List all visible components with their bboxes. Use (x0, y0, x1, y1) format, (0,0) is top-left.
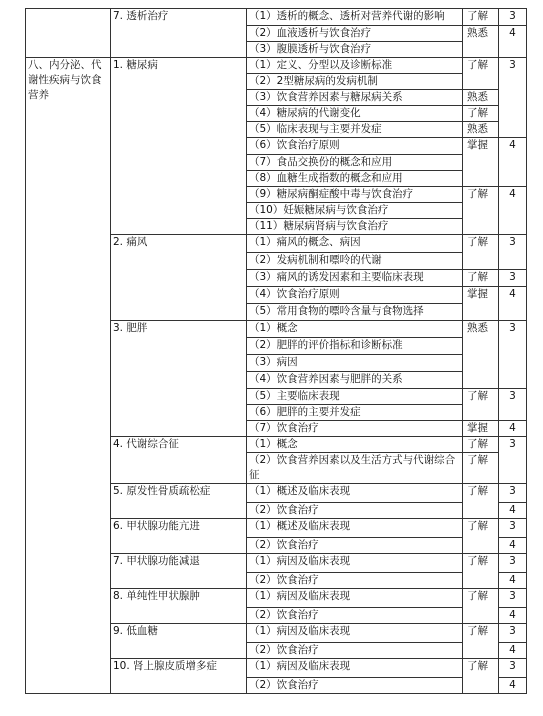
hours-cell: 4 (499, 421, 527, 437)
level-cell: 了解 (463, 187, 499, 235)
content-cell: （9）糖尿病酮症酸中毒与饮食治疗 (247, 187, 463, 203)
chapter-cell (26, 9, 111, 58)
level-cell: 了解 (463, 235, 499, 270)
hours-cell: 3 (499, 58, 527, 138)
hours-cell: 3 (499, 270, 527, 287)
level-cell: 了解 (463, 453, 499, 484)
unit-cell: 9. 低血糖 (111, 624, 247, 659)
unit-cell: 2. 痛风 (111, 235, 247, 321)
content-cell: （1）透析的概念、透析对营养代谢的影响 (247, 9, 463, 26)
hours-cell: 3 (499, 389, 527, 421)
content-cell: （3）痛风的诱发因素和主要临床表现 (247, 270, 463, 287)
content-cell: （2）饮食治疗 (247, 538, 463, 554)
level-cell: 掌握 (463, 287, 499, 321)
unit-cell: 10. 肾上腺皮质增多症 (111, 659, 247, 694)
hours-cell: 3 (499, 659, 527, 678)
unit-cell: 8. 单纯性甲状腺肿 (111, 589, 247, 624)
hours-cell: 3 (499, 519, 527, 538)
table-row (26, 9, 527, 26)
content-cell: （3）饮食营养因素与糖尿病关系 (247, 90, 463, 106)
content-cell: （2）饮食治疗 (247, 678, 463, 694)
table-row (26, 58, 527, 74)
content-cell: （2）饮食营养因素以及生活方式与代谢综合征 (247, 453, 463, 484)
hours-cell: 4 (499, 287, 527, 321)
content-cell: （1）病因及临床表现 (247, 589, 463, 608)
unit-cell: 6. 甲状腺功能亢进 (111, 519, 247, 554)
hours-cell: 3 (499, 484, 527, 503)
level-cell: 了解 (463, 484, 499, 519)
unit-cell: 7. 透析治疗 (111, 9, 247, 58)
content-cell: （4）饮食营养因素与肥胖的关系 (247, 372, 463, 389)
content-cell: （2）2型糖尿病的发病机制 (247, 74, 463, 90)
content-cell: （1）概述及临床表现 (247, 519, 463, 538)
level-cell: 熟悉 (463, 321, 499, 389)
syllabus-table (25, 8, 527, 694)
hours-cell: 4 (499, 138, 527, 187)
content-cell: （1）病因及临床表现 (247, 554, 463, 573)
content-cell: （3）病因 (247, 355, 463, 372)
hours-cell: 4 (499, 538, 527, 554)
level-cell: 了解 (463, 589, 499, 624)
unit-cell: 3. 肥胖 (111, 321, 247, 437)
level-cell: 了解 (463, 106, 499, 122)
content-cell: （2）血液透析与饮食治疗 (247, 26, 463, 42)
hours-cell: 4 (499, 678, 527, 694)
content-cell: （4）糖尿病的代谢变化 (247, 106, 463, 122)
hours-cell: 3 (499, 589, 527, 608)
content-cell: （2）饮食治疗 (247, 503, 463, 519)
content-cell: （2）饮食治疗 (247, 608, 463, 624)
unit-cell: 4. 代谢综合征 (111, 437, 247, 484)
content-cell: （4）饮食治疗原则 (247, 287, 463, 304)
content-cell: （1）痛风的概念、病因 (247, 235, 463, 253)
level-cell: 了解 (463, 624, 499, 659)
content-cell: （2）发病机制和嘌呤的代谢 (247, 253, 463, 270)
level-cell: 掌握 (463, 421, 499, 437)
content-cell: （1）病因及临床表现 (247, 659, 463, 678)
level-cell: 熟悉 (463, 90, 499, 106)
content-cell: （5）常用食物的嘌呤含量与食物选择 (247, 304, 463, 321)
level-cell: 了解 (463, 554, 499, 589)
level-cell: 了解 (463, 270, 499, 287)
content-cell: （7）饮食治疗 (247, 421, 463, 437)
content-cell: （1）概念 (247, 321, 463, 338)
hours-cell: 4 (499, 187, 527, 235)
content-cell: （7）食品交换份的概念和应用 (247, 155, 463, 171)
chapter-cell: 八、内分泌、代谢性疾病与饮食营养 (26, 58, 111, 694)
level-cell: 熟悉 (463, 26, 499, 58)
level-cell: 掌握 (463, 138, 499, 187)
level-cell: 了解 (463, 9, 499, 26)
content-cell: （5）主要临床表现 (247, 389, 463, 405)
content-cell: （5）临床表现与主要并发症 (247, 122, 463, 138)
content-cell: （2）肥胖的评价指标和诊断标准 (247, 338, 463, 355)
level-cell: 了解 (463, 437, 499, 453)
content-cell: （1）病因及临床表现 (247, 624, 463, 643)
hours-cell: 3 (499, 235, 527, 270)
content-cell: （10）妊娠糖尿病与饮食治疗 (247, 203, 463, 219)
content-cell: （2）饮食治疗 (247, 643, 463, 659)
content-cell: （1）定义、分型以及诊断标准 (247, 58, 463, 74)
content-cell: （11）糖尿病肾病与饮食治疗 (247, 219, 463, 235)
hours-cell: 3 (499, 9, 527, 26)
content-cell: （6）肥胖的主要并发症 (247, 405, 463, 421)
content-cell: （3）腹膜透析与饮食治疗 (247, 42, 463, 58)
content-cell: （1）概念 (247, 437, 463, 453)
hours-cell: 4 (499, 573, 527, 589)
hours-cell: 4 (499, 643, 527, 659)
hours-cell: 4 (499, 608, 527, 624)
unit-cell: 5. 原发性骨质疏松症 (111, 484, 247, 519)
content-cell: （8）血糖生成指数的概念和应用 (247, 171, 463, 187)
level-cell: 了解 (463, 58, 499, 90)
hours-cell: 3 (499, 321, 527, 389)
content-cell: （1）概述及临床表现 (247, 484, 463, 503)
unit-cell: 7. 甲状腺功能减退 (111, 554, 247, 589)
hours-cell: 3 (499, 624, 527, 643)
content-cell: （2）饮食治疗 (247, 573, 463, 589)
hours-cell: 3 (499, 437, 527, 484)
hours-cell: 3 (499, 554, 527, 573)
level-cell: 了解 (463, 519, 499, 554)
content-cell: （6）饮食治疗原则 (247, 138, 463, 155)
level-cell: 了解 (463, 389, 499, 421)
hours-cell: 4 (499, 26, 527, 58)
level-cell: 熟悉 (463, 122, 499, 138)
level-cell: 了解 (463, 659, 499, 694)
hours-cell: 4 (499, 503, 527, 519)
unit-cell: 1. 糖尿病 (111, 58, 247, 235)
